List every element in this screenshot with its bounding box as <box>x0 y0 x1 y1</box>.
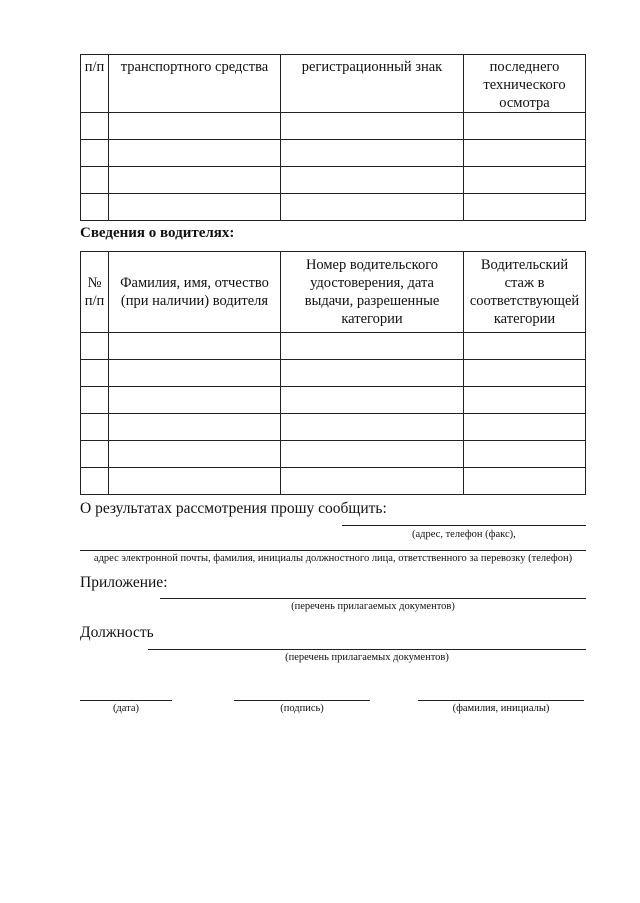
table-row <box>81 441 586 468</box>
date-caption: (дата) <box>112 703 140 714</box>
table-cell[interactable] <box>109 167 281 194</box>
table-cell[interactable] <box>81 468 109 495</box>
table-cell[interactable] <box>281 333 464 360</box>
table-cell[interactable] <box>464 333 586 360</box>
header-cell: п/п <box>81 55 109 113</box>
table-cell[interactable] <box>109 441 281 468</box>
table-cell[interactable] <box>464 468 586 495</box>
table-cell[interactable] <box>81 360 109 387</box>
table-row <box>81 113 586 140</box>
table-cell[interactable] <box>81 194 109 221</box>
table-row <box>81 387 586 414</box>
address-line[interactable] <box>342 525 586 526</box>
table-row <box>81 167 586 194</box>
table-cell[interactable] <box>464 113 586 140</box>
name-caption: (фамилия, инициалы) <box>452 703 550 714</box>
header-cell: № п/п <box>81 252 109 333</box>
header-cell: транспортного средства <box>109 55 281 113</box>
table-cell[interactable] <box>109 333 281 360</box>
table-row <box>81 140 586 167</box>
header-cell: Фамилия, имя, отчество (при наличии) водителя <box>109 252 281 333</box>
position-label: Должность <box>80 624 154 641</box>
table-row <box>81 468 586 495</box>
drivers-table <box>80 251 586 495</box>
vehicles-table <box>80 54 586 221</box>
header-cell: Номер водительского удостоверения, дата выдачи, разрешенные категории <box>281 252 464 333</box>
drivers-section-title: Сведения о водителях: <box>80 225 235 241</box>
table-cell[interactable] <box>109 468 281 495</box>
attachment-label: Приложение: <box>80 574 168 591</box>
table-cell[interactable] <box>281 167 464 194</box>
attachment-caption: (перечень прилагаемых документов) <box>291 601 455 612</box>
position-caption: (перечень прилагаемых документов) <box>285 652 449 663</box>
table-cell[interactable] <box>81 333 109 360</box>
position-line[interactable] <box>148 649 586 650</box>
table-cell[interactable] <box>464 414 586 441</box>
table-cell[interactable] <box>109 414 281 441</box>
table-cell[interactable] <box>281 113 464 140</box>
table-header-row <box>81 252 586 333</box>
results-request-text: О результатах рассмотрения прошу сообщить: <box>80 500 387 517</box>
date-line[interactable] <box>80 700 172 701</box>
attachment-line[interactable] <box>160 598 586 599</box>
table-cell[interactable] <box>81 113 109 140</box>
email-line[interactable] <box>80 550 586 551</box>
table-header-row <box>81 55 586 113</box>
table-cell[interactable] <box>281 441 464 468</box>
header-cell: последнего технического осмотра <box>464 55 586 113</box>
table-cell[interactable] <box>281 387 464 414</box>
name-line[interactable] <box>418 700 584 701</box>
header-cell: Водительский стаж в соответствующей категории <box>464 252 586 333</box>
table-cell[interactable] <box>464 360 586 387</box>
table-cell[interactable] <box>281 140 464 167</box>
table-cell[interactable] <box>464 194 586 221</box>
header-cell: регистрационный знак <box>281 55 464 113</box>
table-cell[interactable] <box>281 414 464 441</box>
table-cell[interactable] <box>81 140 109 167</box>
table-cell[interactable] <box>81 414 109 441</box>
table-cell[interactable] <box>464 140 586 167</box>
table-cell[interactable] <box>281 360 464 387</box>
table-cell[interactable] <box>81 387 109 414</box>
email-caption: адрес электронной почты, фамилия, инициалы должностного лица, ответственного за перевозку (телефон) <box>93 553 573 564</box>
signature-caption: (подпись) <box>280 703 324 714</box>
table-cell[interactable] <box>109 387 281 414</box>
table-cell[interactable] <box>464 167 586 194</box>
table-cell[interactable] <box>281 468 464 495</box>
table-cell[interactable] <box>109 194 281 221</box>
table-cell[interactable] <box>109 140 281 167</box>
table-cell[interactable] <box>281 194 464 221</box>
table-cell[interactable] <box>81 441 109 468</box>
address-caption: (адрес, телефон (факс), <box>412 529 516 540</box>
table-row <box>81 360 586 387</box>
table-cell[interactable] <box>109 360 281 387</box>
table-row <box>81 333 586 360</box>
table-row <box>81 194 586 221</box>
table-cell[interactable] <box>109 113 281 140</box>
signature-line[interactable] <box>234 700 370 701</box>
table-row <box>81 414 586 441</box>
table-cell[interactable] <box>464 387 586 414</box>
table-cell[interactable] <box>81 167 109 194</box>
table-cell[interactable] <box>464 441 586 468</box>
